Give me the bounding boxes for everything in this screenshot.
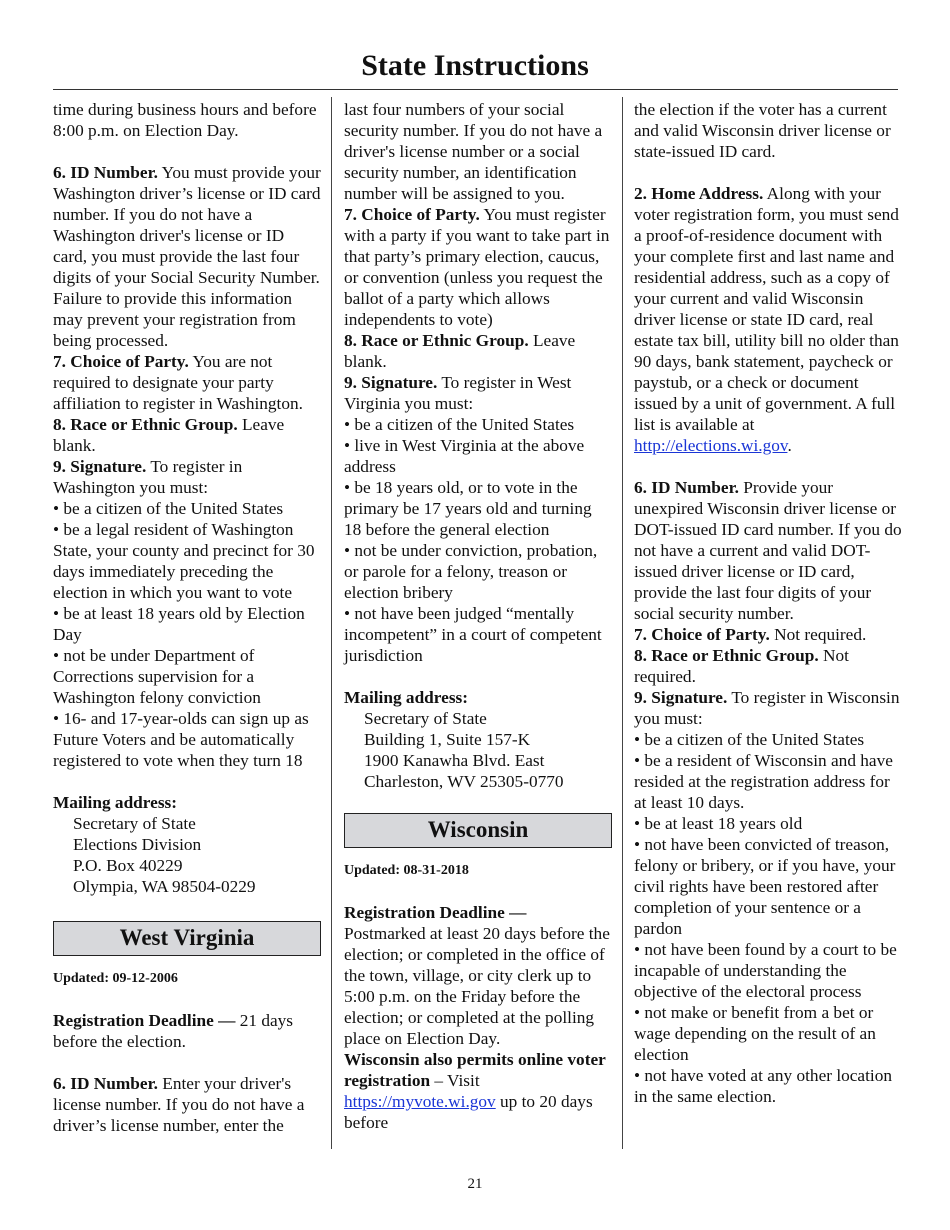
wv-bullet: • be a citizen of the United States (344, 415, 575, 434)
wv-registration-deadline: Registration Deadline — 21 days before the election. (53, 1011, 294, 1051)
wv-bullet: • live in West Virginia at the above address (344, 436, 585, 476)
wi-bullet: • not make or benefit from a bet or wage depending on the result of an election (634, 1003, 876, 1064)
wi-bullet: • be at least 18 years old (634, 814, 803, 833)
wv-id-continued: last four numbers of your social security number. If you do not have a driver's license number or a social security number, an identification number will be assigned to you. (344, 100, 603, 203)
column-divider-2 (622, 97, 623, 1149)
wa-bullet: • 16- and 17-year-olds can sign up as Future Voters and be automatically registered to vote when they turn 18 (53, 709, 309, 770)
wv-address-line: Secretary of State (364, 709, 487, 728)
wi-bullet: • not have been found by a court to be incapable of understanding the objective of the electoral process (634, 940, 897, 1001)
wa-hours-text: time during business hours and before 8:00 p.m. on Election Day. (53, 100, 317, 140)
wi-bullet: • not have voted at any other location in the same election. (634, 1066, 892, 1106)
wa-id-number: 6. ID Number. You must provide your Washington driver’s license or ID card number. If you do not have a Washington driver's license or ID card, you must provide the last four digits of your Social Security Number. Failure to provide this information may prevent your registration from being processed. (53, 163, 321, 350)
wa-bullet: • be a legal resident of Washington State, your county and precinct for 30 days immediately preceding the election in which you want to vote (53, 520, 315, 602)
wa-address-line: P.O. Box 40229 (73, 856, 183, 875)
wi-id-number: 6. ID Number. Provide your unexpired Wisconsin driver license or DOT-issued ID card number. If you do not have a current and valid DOT-issued driver license or ID card, provide the last four digits of your social security number. (634, 478, 902, 623)
wv-race-ethnic: 8. Race or Ethnic Group. Leave blank. (344, 331, 576, 371)
wi-bullet: • be a resident of Wisconsin and have resided at the registration address for at least 10 days. (634, 751, 893, 812)
wi-bullet: • be a citizen of the United States (634, 730, 865, 749)
elections-wi-link[interactable]: http://elections.wi.gov (634, 436, 788, 455)
wv-mailing-heading: Mailing address: (344, 688, 469, 707)
wi-updated-date: Updated: 08-31-2018 (344, 863, 469, 878)
column-3 (634, 99, 902, 1107)
wa-signature: 9. Signature. To register in Washington you must: (53, 457, 243, 497)
state-header-west-virginia: West Virginia (53, 921, 321, 956)
title-divider (53, 89, 898, 90)
wv-id-number: 6. ID Number. Enter your driver's license number. If you do not have a driver’s license number, enter the (53, 1074, 305, 1135)
wv-choice-of-party: 7. Choice of Party. You must register with a party if you want to take part in that party’s primary election, caucus, or convention (unless you request the ballot of a party which allows independents to vote) (344, 205, 610, 329)
wa-bullet: • be at least 18 years old by Election Day (53, 604, 305, 644)
column-2 (344, 99, 612, 1133)
wi-choice-of-party: 7. Choice of Party. Not required. (634, 625, 867, 644)
column-1 (53, 99, 321, 1136)
wi-online-continued: the election if the voter has a current and valid Wisconsin driver license or state-issued ID card. (634, 100, 891, 161)
page-title: State Instructions (361, 49, 589, 82)
wv-bullet: • not have been judged “mentally incompetent” in a court of competent jurisdiction (344, 604, 602, 665)
wi-deadline-heading: Registration Deadline — (344, 903, 527, 922)
wa-address-line: Elections Division (73, 835, 202, 854)
wv-bullet: • not be under conviction, probation, or parole for a felony, treason or election bribery (344, 541, 598, 602)
wv-signature: 9. Signature. To register in West Virginia you must: (344, 373, 572, 413)
wv-address-line: Charleston, WV 25305-0770 (364, 772, 564, 791)
page-number: 21 (467, 1176, 483, 1192)
myvote-link[interactable]: https://myvote.wi.gov (344, 1092, 496, 1111)
wa-id-heading: 6. ID Number. (53, 163, 158, 182)
wi-deadline-text: Postmarked at least 20 days before the election; or completed in the office of the town, village, or city clerk up to 5:00 p.m. on the Friday before the election; or completed at the polling place on Election Day. (344, 924, 610, 1048)
state-header-wisconsin: Wisconsin (344, 813, 612, 848)
wa-mailing-heading: Mailing address: (53, 793, 178, 812)
wi-race-ethnic: 8. Race or Ethnic Group. Not required. (634, 646, 849, 686)
wa-race-ethnic: 8. Race or Ethnic Group. Leave blank. (53, 415, 285, 455)
wv-address-line: Building 1, Suite 157-K (364, 730, 531, 749)
wv-bullet: • be 18 years old, or to vote in the primary be 17 years old and turning 18 before the general election (344, 478, 592, 539)
wi-home-address: 2. Home Address. Along with your voter registration form, you must send a proof-of-residence document with your complete first and last name and residential address, such as a copy of your current and valid Wisconsin driver license or state ID card, real estate tax bill, utility bill no older than 90 days, bank statement, paycheck or paystub, or a check or document issued by a unit of government. A full list is available at http://elections.wi.gov. (634, 184, 899, 455)
column-divider-1 (331, 97, 332, 1149)
wv-address-line: 1900 Kanawha Blvd. East (364, 751, 545, 770)
wa-choice-of-party: 7. Choice of Party. You are not required to designate your party affiliation to register in Washington. (53, 352, 303, 413)
wi-signature: 9. Signature. To register in Wisconsin you must: (634, 688, 900, 728)
wi-online-registration: Wisconsin also permits online voter registration – Visit https://myvote.wi.gov up to 20 days before (344, 1050, 606, 1132)
wa-bullet: • be a citizen of the United States (53, 499, 284, 518)
wv-updated-date: Updated: 09-12-2006 (53, 971, 178, 986)
wa-address-line: Olympia, WA 98504-0229 (73, 877, 256, 896)
wi-bullet: • not have been convicted of treason, felony or bribery, or if you have, your civil rights have been restored after completion of your sentence or a pardon (634, 835, 896, 938)
wa-bullet: • not be under Department of Corrections supervision for a Washington felony conviction (53, 646, 261, 707)
wa-address-line: Secretary of State (73, 814, 196, 833)
